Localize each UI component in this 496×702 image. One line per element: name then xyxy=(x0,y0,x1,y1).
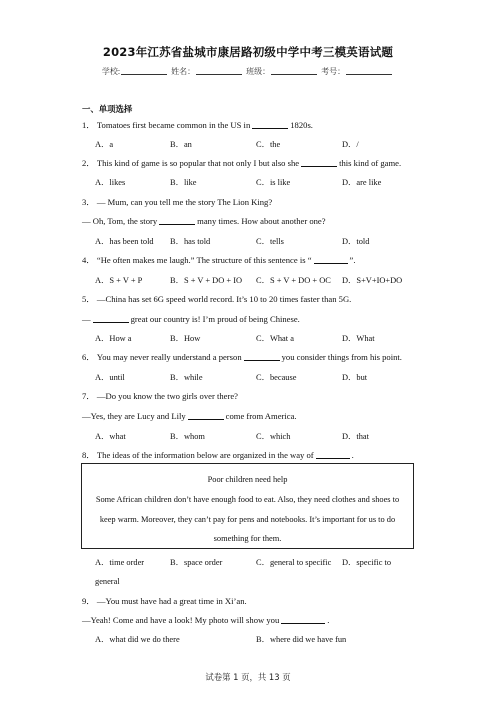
question-6: 6． You may never really understand a person you consider things from his point. xyxy=(82,352,402,362)
name-field[interactable] xyxy=(196,66,242,75)
question-9-line-2: —Yeah! Come and have a look! My photo will show you . xyxy=(82,615,330,625)
question-2: 2． This kind of game is so popular that not only I but also she this kind of game. xyxy=(82,158,402,168)
option-d[interactable]: D．but xyxy=(342,373,368,382)
option-c[interactable]: C．general to specific xyxy=(256,558,332,567)
option-c[interactable]: C．S + V + DO + OC xyxy=(256,276,331,285)
option-b[interactable]: B．an xyxy=(170,140,192,149)
page-title: 2023年江苏省盐城市康居路初级中学中考三模英语试题 xyxy=(102,45,394,59)
page-footer: 试卷第 1 页，共 13 页 xyxy=(205,672,291,682)
option-b[interactable]: B．like xyxy=(170,178,197,187)
answer-blank[interactable] xyxy=(244,352,280,361)
answer-blank[interactable] xyxy=(93,314,129,323)
question-number: 2． xyxy=(82,158,95,168)
question-5-line-2: — great our country is! I’m proud of being Chinese. xyxy=(82,314,300,324)
question-1: 1． Tomatoes first became common in the US in 1820s. xyxy=(82,120,313,130)
answer-blank[interactable] xyxy=(314,255,348,264)
option-a[interactable]: A．How a xyxy=(95,334,132,343)
class-field[interactable] xyxy=(271,66,317,75)
option-a[interactable]: A．time order xyxy=(95,558,145,567)
answer-blank[interactable] xyxy=(301,158,337,167)
passage-line: Some African children don’t have enough food to eat. Also, they need clothes and shoes to xyxy=(95,495,400,504)
passage-box xyxy=(81,463,414,549)
question-number: 1． xyxy=(82,120,95,130)
option-d-wrap: general xyxy=(95,577,120,586)
option-c[interactable]: C．which xyxy=(256,432,291,441)
option-d[interactable]: D．are like xyxy=(342,178,382,187)
section-heading: 一、单项选择 xyxy=(82,104,133,114)
option-b[interactable]: B．space order xyxy=(170,558,223,567)
option-b[interactable]: B．while xyxy=(170,373,203,382)
option-c[interactable]: C．the xyxy=(256,140,281,149)
option-a[interactable]: A．S + V + P xyxy=(95,276,143,285)
option-a[interactable]: A．what xyxy=(95,432,126,441)
question-number: 7． xyxy=(82,391,95,401)
answer-blank[interactable] xyxy=(281,615,325,624)
option-a[interactable]: A．has been told xyxy=(95,237,154,246)
question-number: 9． xyxy=(82,596,95,606)
option-b[interactable]: B．whom xyxy=(170,432,205,441)
question-8: 8． The ideas of the information below are organized in the way of . xyxy=(82,450,354,460)
question-number: 6． xyxy=(82,352,95,362)
option-a[interactable]: A．what did we do there xyxy=(95,635,180,644)
option-a[interactable]: A．a xyxy=(95,140,114,149)
option-b[interactable]: B．How xyxy=(170,334,201,343)
question-3-line-2: — Oh, Tom, the story many times. How about another one? xyxy=(82,216,326,226)
question-number: 5． xyxy=(82,294,95,304)
student-info-line xyxy=(0,66,496,77)
option-d[interactable]: D．that xyxy=(342,432,369,441)
question-3: 3． — Mum, can you tell me the story The Lion King? xyxy=(82,197,273,207)
name-label: 姓名： xyxy=(171,67,196,76)
option-d[interactable]: D．/ xyxy=(342,140,359,149)
option-b[interactable]: B．where did we have fun xyxy=(256,635,347,644)
option-b[interactable]: B．S + V + DO + IO xyxy=(170,276,243,285)
option-d[interactable]: D．specific to xyxy=(342,558,392,567)
question-7-line-2: —Yes, they are Lucy and Lily come from America. xyxy=(82,411,297,421)
option-d[interactable]: D．S+V+IO+DO xyxy=(342,276,403,285)
passage-title: Poor children need help xyxy=(207,475,288,484)
answer-blank[interactable] xyxy=(159,216,195,225)
question-number: 3． xyxy=(82,197,95,207)
option-b[interactable]: B．has told xyxy=(170,237,211,246)
passage-line: something for them. xyxy=(213,534,282,543)
class-label: 班级： xyxy=(246,67,271,76)
question-5: 5． —China has set 6G speed world record. It’s 10 to 20 times faster than 5G. xyxy=(82,294,352,304)
passage-line: keep warm. Moreover, they can’t pay for pens and notebooks. It’s important for us to do xyxy=(99,515,396,524)
option-c[interactable]: C．because xyxy=(256,373,297,382)
option-a[interactable]: A．likes xyxy=(95,178,126,187)
question-7: 7． —Do you know the two girls over there? xyxy=(82,391,238,401)
exam-no-field[interactable] xyxy=(346,66,392,75)
option-c[interactable]: C．tells xyxy=(256,237,284,246)
school-label: 学校: xyxy=(101,67,121,76)
question-number: 4． xyxy=(82,255,95,265)
answer-blank[interactable] xyxy=(252,120,288,129)
option-c[interactable]: C．is like xyxy=(256,178,291,187)
school-field[interactable] xyxy=(121,66,167,75)
option-c[interactable]: C．What a xyxy=(256,334,294,343)
option-d[interactable]: D．What xyxy=(342,334,375,343)
option-d[interactable]: D．told xyxy=(342,237,370,246)
question-9: 9． —You must have had a great time in Xi’an. xyxy=(82,596,247,606)
question-4: 4． “He often makes me laugh.” The structure of this sentence is “ ”. xyxy=(82,255,356,265)
option-a[interactable]: A．until xyxy=(95,373,125,382)
exam-no-label: 考号： xyxy=(321,67,346,76)
answer-blank[interactable] xyxy=(316,450,350,459)
question-number: 8． xyxy=(82,450,95,460)
answer-blank[interactable] xyxy=(188,411,224,420)
